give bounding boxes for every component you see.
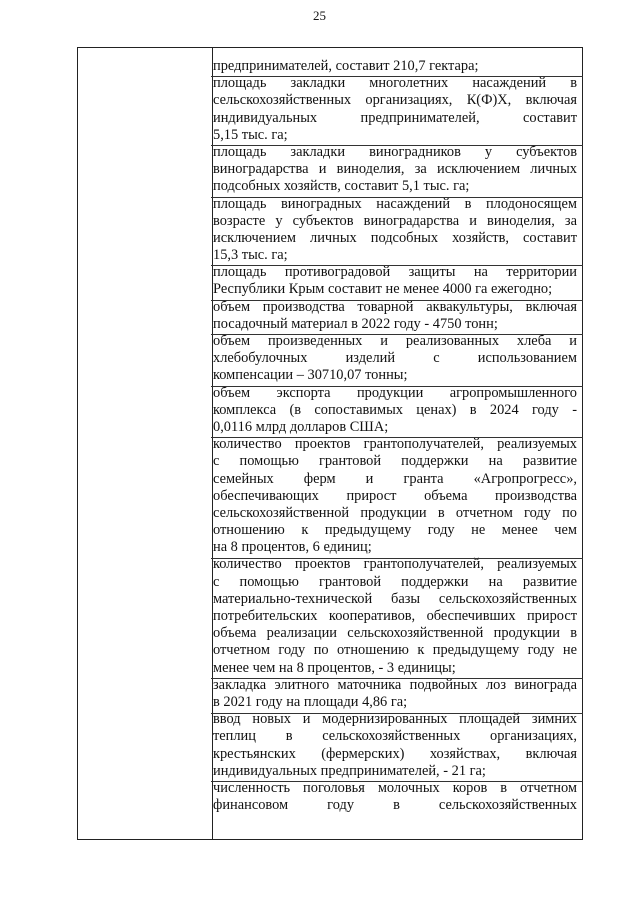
row-separator — [211, 437, 583, 438]
text-line: на 8 процентов, 6 единиц; — [213, 539, 372, 556]
row-separator — [211, 265, 583, 266]
text-line: возрасте у субъектов виноградарства и виноделия, за — [213, 212, 577, 229]
text-line: площадь закладки многолетних насаждений в — [213, 75, 577, 92]
row-separator — [211, 334, 583, 335]
text-line: комплекса (в сопоставимых ценах) в 2024 году - — [213, 401, 577, 418]
text-line: объема реализации сельскохозяйственной продукции в — [213, 625, 577, 642]
text-line: площадь закладки виноградников у субъектов — [213, 143, 577, 160]
text-line: потребительских кооперативов, обеспечивших прирост — [213, 608, 577, 624]
text-line: 5,15 тыс. га; — [213, 126, 288, 143]
text-line: 15,3 тыс. га; — [213, 247, 288, 264]
table-cell-text — [213, 58, 577, 814]
page-number: 25 — [313, 8, 326, 23]
text-line: площадь виноградных насаждений в плодоносящем — [213, 195, 577, 212]
text-line: объем экспорта продукции агропромышленного — [213, 384, 577, 401]
text-line: индивидуальных предпринимателей, составит — [213, 109, 577, 126]
text-line: подсобных хозяйств, составит 5,1 тыс. га; — [213, 178, 470, 195]
row-separator — [211, 713, 583, 714]
text-line: финансовом году в сельскохозяйственных — [213, 797, 577, 814]
text-line: численность поголовья молочных коров в отчетном — [213, 779, 577, 796]
row-separator — [211, 197, 583, 198]
row-separator — [211, 76, 583, 77]
text-line: сельскохозяйственных организациях, К(Ф)Х, включая — [213, 92, 577, 109]
row-separator — [211, 678, 583, 679]
text-line: количество проектов грантополучателей, реализуемых — [213, 436, 577, 453]
text-line: Республики Крым составит не менее 4000 га ежегодно; — [213, 281, 553, 298]
text-line: сельскохозяйственной продукции в отчетном году по — [213, 504, 577, 521]
row-separator — [211, 558, 583, 559]
text-line: предпринимателей, составит 210,7 гектара; — [213, 58, 479, 74]
text-line: теплиц в сельскохозяйственных организациях, — [213, 728, 577, 745]
text-line: посадочный материал в 2022 году - 4750 тонн; — [213, 315, 498, 332]
text-line: обеспечивающих прирост объема производства — [213, 487, 577, 504]
text-line: крестьянских (фермерских) хозяйствах, включая — [213, 745, 577, 762]
text-line: с помощью грантовой поддержки на развитие — [213, 573, 577, 590]
text-line: семейных ферм и гранта «Агропрогресс», — [213, 470, 577, 487]
text-line: количество проектов грантополучателей, реализуемых — [213, 556, 577, 573]
row-separator — [211, 386, 583, 387]
text-line: виноградарства и виноделия, за исключением личных — [213, 161, 577, 178]
text-line: с помощью грантовой поддержки на развитие — [213, 453, 577, 470]
text-line: материально-технической базы сельскохозяйственных — [213, 590, 577, 607]
text-line: ввод новых и модернизированных площадей зимних — [213, 711, 577, 728]
text-line: в 2021 году на площади 4,86 га; — [213, 693, 408, 710]
row-separator — [211, 145, 583, 146]
row-separator — [211, 781, 583, 782]
text-line: объем произведенных и реализованных хлеба и — [213, 333, 577, 349]
row-separator — [211, 300, 583, 301]
text-line: хлебобулочных изделий с использованием — [213, 350, 577, 367]
text-line: 0,0116 млрд долларов США; — [213, 418, 389, 435]
text-line: закладка элитного маточника подвойных лоз винограда — [213, 676, 577, 693]
text-line: исключением личных подсобных хозяйств, составит — [213, 229, 577, 246]
text-line: площадь противоградовой защиты на территории — [213, 264, 577, 281]
text-line: индивидуальных предпринимателей, - 21 га; — [213, 762, 486, 779]
text-line: компенсации – 30710,07 тонны; — [213, 367, 408, 384]
text-line: отчетном году по отношению к предыдущему году не — [213, 642, 577, 659]
text-line: объем производства товарной аквакультуры, включая — [213, 298, 577, 315]
text-line: отношению к предыдущему году не менее чем — [213, 522, 577, 539]
text-line: менее чем на 8 процентов, - 3 единицы; — [213, 659, 456, 676]
